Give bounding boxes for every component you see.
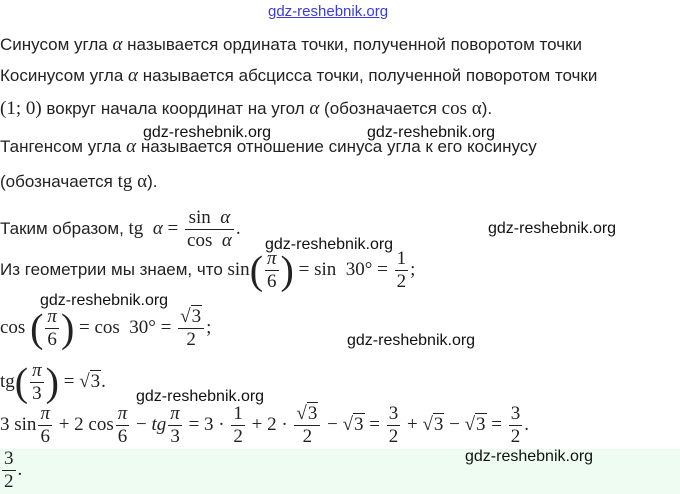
rotation-line bbox=[0, 98, 492, 120]
text: называется ордината точки, полученной поворотом точки bbox=[122, 35, 583, 54]
sine-definition bbox=[0, 34, 582, 56]
alpha-symbol: α bbox=[309, 98, 320, 119]
final-calculation: 3 sin $\frac{\pi}{6}$ + 2 cos $\frac{\pi}{6}$ − tg $\frac{\pi}{3}$ = 3 · $\frac{1}{2}$ + 2 · $\frac{√3}{2}$ − √3 = $\frac{3}{2}$ + √3 − √3 = $\frac{3}{2}$ . bbox=[0, 403, 530, 447]
fraction: $\frac{\text{sin α}}{\text{cos α}}$ bbox=[187, 207, 232, 251]
cos-alpha: cos α bbox=[441, 98, 482, 119]
watermark: gdz-reshebnik.org bbox=[488, 220, 617, 237]
sin-pi-6-line: Из геометрии мы знаем, что sin( $\frac{\pi}{6}$ ) = sin 30° = $\frac{1}{2}$ ; bbox=[0, 247, 416, 293]
tangent-notation bbox=[0, 171, 157, 193]
watermark: gdz-reshebnik.org bbox=[136, 388, 265, 405]
text: Тангенсом угла bbox=[0, 137, 127, 156]
text: вокруг начала координат на угол bbox=[41, 99, 310, 118]
answer-fraction: $\frac{3}{2}$ bbox=[4, 448, 14, 492]
watermark: gdz-reshebnik.org bbox=[367, 124, 496, 141]
text: называется отношение синуса угла к его косинусу bbox=[136, 137, 537, 156]
text: Косинусом угла bbox=[0, 66, 129, 85]
alpha-symbol: α bbox=[128, 65, 139, 86]
watermark: gdz-reshebnik.org bbox=[40, 292, 169, 309]
tg-pi-3-line: tg( $\frac{\pi}{3}$ ) = √3. bbox=[0, 359, 106, 405]
text: ). bbox=[147, 172, 158, 191]
alpha-symbol: α bbox=[126, 136, 137, 157]
tangent-definition bbox=[0, 136, 537, 158]
text: Синусом угла bbox=[0, 35, 113, 54]
math: tg α = bbox=[128, 217, 184, 239]
text: ). bbox=[481, 99, 493, 118]
text: Таким образом, bbox=[0, 218, 129, 238]
answer: $\frac{3}{2}$ . bbox=[4, 448, 23, 492]
watermark: gdz-reshebnik.org bbox=[465, 448, 594, 465]
cos-pi-6-line: cos ( $\frac{\pi}{6}$ ) = cos 30° = $\frac{√3}{2}$ ; bbox=[0, 305, 212, 351]
cosine-definition bbox=[0, 65, 597, 87]
point-coordinates: (1; 0) bbox=[0, 98, 42, 119]
watermark-top[interactable]: gdz-reshebnik.org bbox=[268, 3, 389, 20]
text: (обозначается bbox=[319, 99, 442, 118]
text: Из геометрии мы знаем, что bbox=[0, 259, 228, 279]
text: называется абсцисса точки, полученной поворотом точки bbox=[138, 66, 598, 85]
watermark: gdz-reshebnik.org bbox=[143, 124, 272, 141]
watermark: gdz-reshebnik.org bbox=[347, 332, 476, 349]
watermark: gdz-reshebnik.org bbox=[265, 236, 394, 253]
tg-alpha: tg α bbox=[117, 171, 148, 192]
tangent-formula: Таким образом, tg α = $\frac{\text{sin α}}{\text{cos α}}$ . bbox=[0, 207, 241, 251]
text: (обозначается bbox=[0, 172, 118, 191]
alpha-symbol: α bbox=[112, 34, 123, 55]
